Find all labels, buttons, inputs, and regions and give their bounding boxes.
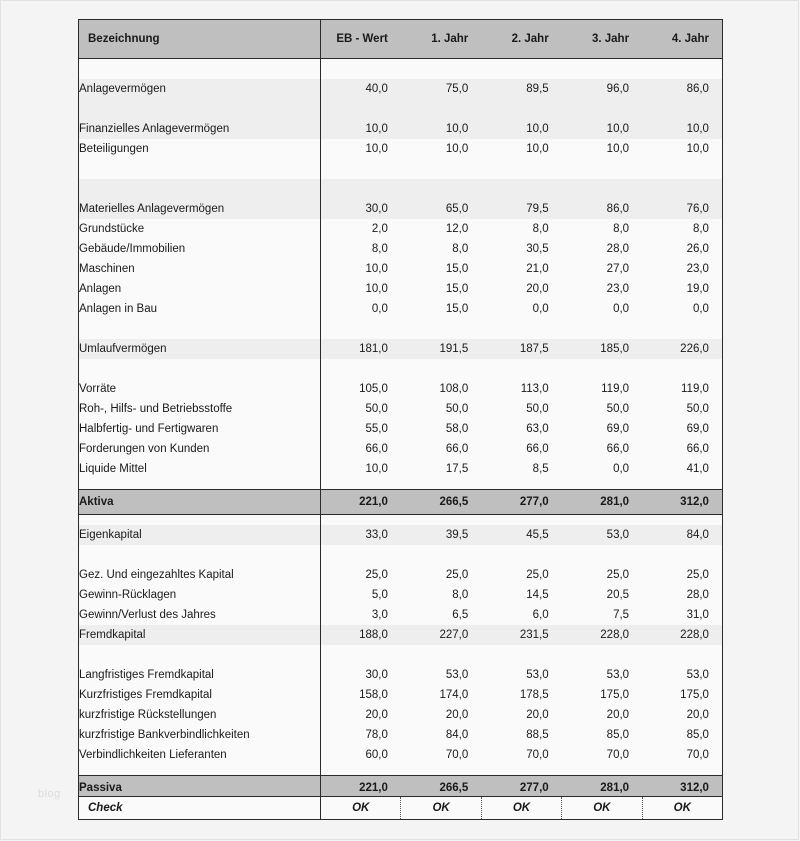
row-value: 281,0 [562, 490, 642, 515]
spacer-cell [642, 59, 722, 80]
row-value: 89,5 [481, 79, 561, 99]
row-value: 312,0 [642, 776, 722, 801]
table-row [79, 705, 723, 725]
row-label: Aktiva [79, 490, 321, 515]
table-row [79, 119, 723, 139]
row-value: 8,5 [481, 459, 561, 479]
row-value: 0,0 [562, 299, 642, 319]
spacer-cell [401, 59, 481, 80]
row-value: 0,0 [321, 299, 401, 319]
row-value: 70,0 [562, 745, 642, 765]
row-value: 65,0 [401, 199, 481, 219]
column-header-jahr-1: 1. Jahr [401, 20, 481, 59]
row-value: 50,0 [321, 399, 401, 419]
row-value: 41,0 [642, 459, 722, 479]
row-value: 228,0 [642, 625, 722, 645]
spacer-cell [481, 59, 561, 80]
spacer-cell [79, 59, 321, 80]
spacer-cell [562, 99, 642, 119]
table-body [79, 59, 723, 801]
row-value: 113,0 [481, 379, 561, 399]
row-value: 58,0 [401, 419, 481, 439]
table-spacer-row [79, 359, 723, 379]
row-value: 231,5 [481, 625, 561, 645]
row-value: 227,0 [401, 625, 481, 645]
spacer-cell [401, 645, 481, 665]
table-row [79, 199, 723, 219]
spacer-cell [562, 359, 642, 379]
row-label: Finanzielles Anlagevermögen [79, 119, 321, 139]
row-value: 266,5 [401, 776, 481, 801]
row-label: Materielles Anlagevermögen [79, 199, 321, 219]
spacer-cell [79, 159, 321, 179]
row-value: 63,0 [481, 419, 561, 439]
table-row [79, 79, 723, 99]
row-value: 187,5 [481, 339, 561, 359]
spacer-cell [481, 515, 561, 526]
row-value: 70,0 [401, 745, 481, 765]
row-value: 5,0 [321, 585, 401, 605]
row-label: Umlaufvermögen [79, 339, 321, 359]
spacer-cell [79, 179, 321, 199]
table-row [79, 725, 723, 745]
row-value: 17,5 [401, 459, 481, 479]
spacer-cell [481, 359, 561, 379]
row-value: 86,0 [562, 199, 642, 219]
table-spacer-row [79, 765, 723, 776]
row-value: 20,0 [562, 705, 642, 725]
spacer-cell [562, 479, 642, 490]
table-spacer-row [79, 159, 723, 179]
spacer-cell [481, 159, 561, 179]
row-value: 14,5 [481, 585, 561, 605]
row-value: 79,5 [481, 199, 561, 219]
row-label: Kurzfristiges Fremdkapital [79, 685, 321, 705]
spacer-cell [481, 765, 561, 776]
row-value: 86,0 [642, 79, 722, 99]
spacer-cell [321, 645, 401, 665]
row-value: 26,0 [642, 239, 722, 259]
row-value: 85,0 [562, 725, 642, 745]
spacer-cell [642, 645, 722, 665]
row-value: 25,0 [562, 565, 642, 585]
row-label: Halbfertig- und Fertigwaren [79, 419, 321, 439]
row-value: 226,0 [642, 339, 722, 359]
spacer-cell [642, 515, 722, 526]
spacer-cell [321, 159, 401, 179]
row-value: 10,0 [321, 259, 401, 279]
row-label: Gewinn/Verlust des Jahres [79, 605, 321, 625]
row-value: 66,0 [562, 439, 642, 459]
row-value: 3,0 [321, 605, 401, 625]
row-value: 6,5 [401, 605, 481, 625]
table-row [79, 139, 723, 159]
row-label: kurzfristige Rückstellungen [79, 705, 321, 725]
table-row [79, 259, 723, 279]
table-row [79, 379, 723, 399]
row-value: 50,0 [642, 399, 722, 419]
check-status-jahr-2: OK [481, 797, 561, 820]
spacer-cell [481, 179, 561, 199]
row-label: Eigenkapital [79, 525, 321, 545]
row-value: 8,0 [321, 239, 401, 259]
spacer-cell [562, 545, 642, 565]
row-value: 84,0 [401, 725, 481, 745]
row-label: Beteiligungen [79, 139, 321, 159]
spacer-cell [642, 179, 722, 199]
row-value: 25,0 [321, 565, 401, 585]
column-header-eb-wert: EB - Wert [321, 20, 401, 59]
row-value: 66,0 [642, 439, 722, 459]
row-value: 8,0 [481, 219, 561, 239]
spacer-cell [562, 179, 642, 199]
spacer-cell [401, 545, 481, 565]
row-value: 28,0 [562, 239, 642, 259]
row-value: 188,0 [321, 625, 401, 645]
row-label: Fremdkapital [79, 625, 321, 645]
row-label: Grundstücke [79, 219, 321, 239]
row-value: 75,0 [401, 79, 481, 99]
spacer-cell [79, 765, 321, 776]
check-table [78, 796, 723, 820]
spacer-cell [321, 765, 401, 776]
spacer-cell [562, 159, 642, 179]
row-value: 10,0 [401, 119, 481, 139]
header-row [79, 20, 723, 59]
row-value: 33,0 [321, 525, 401, 545]
spacer-cell [79, 545, 321, 565]
row-value: 20,0 [481, 279, 561, 299]
table-row [79, 625, 723, 645]
row-value: 178,5 [481, 685, 561, 705]
row-value: 277,0 [481, 776, 561, 801]
table-spacer-row [79, 545, 723, 565]
table-row [79, 339, 723, 359]
row-value: 21,0 [481, 259, 561, 279]
check-status-jahr-1: OK [401, 797, 481, 820]
spacer-cell [562, 319, 642, 339]
column-header-jahr-3: 3. Jahr [562, 20, 642, 59]
table-row [79, 399, 723, 419]
row-value: 119,0 [642, 379, 722, 399]
row-value: 23,0 [562, 279, 642, 299]
row-value: 70,0 [481, 745, 561, 765]
row-value: 10,0 [642, 119, 722, 139]
spacer-cell [321, 319, 401, 339]
row-value: 25,0 [401, 565, 481, 585]
spacer-cell [79, 359, 321, 379]
row-value: 175,0 [562, 685, 642, 705]
row-value: 84,0 [642, 525, 722, 545]
row-label: Gewinn-Rücklagen [79, 585, 321, 605]
row-value: 53,0 [562, 525, 642, 545]
table-row [79, 565, 723, 585]
spacer-cell [562, 59, 642, 80]
row-value: 50,0 [562, 399, 642, 419]
balance-sheet-table [78, 19, 723, 801]
spacer-cell [401, 159, 481, 179]
spacer-cell [642, 99, 722, 119]
spacer-cell [642, 319, 722, 339]
spacer-cell [321, 479, 401, 490]
table-spacer-row [79, 179, 723, 199]
spacer-cell [562, 645, 642, 665]
row-value: 78,0 [321, 725, 401, 745]
row-value: 60,0 [321, 745, 401, 765]
row-value: 31,0 [642, 605, 722, 625]
table-row [79, 279, 723, 299]
row-label: Maschinen [79, 259, 321, 279]
row-value: 19,0 [642, 279, 722, 299]
column-header-jahr-4: 4. Jahr [642, 20, 722, 59]
row-value: 53,0 [401, 665, 481, 685]
row-value: 25,0 [481, 565, 561, 585]
row-value: 228,0 [562, 625, 642, 645]
row-value: 119,0 [562, 379, 642, 399]
row-value: 15,0 [401, 279, 481, 299]
spacer-cell [79, 515, 321, 526]
row-value: 20,5 [562, 585, 642, 605]
row-value: 50,0 [481, 399, 561, 419]
row-value: 53,0 [562, 665, 642, 685]
row-value: 8,0 [562, 219, 642, 239]
row-value: 277,0 [481, 490, 561, 515]
row-value: 221,0 [321, 776, 401, 801]
spacer-cell [321, 515, 401, 526]
table-header [79, 20, 723, 59]
row-value: 69,0 [562, 419, 642, 439]
table-row [79, 219, 723, 239]
row-value: 10,0 [321, 279, 401, 299]
table-row [79, 419, 723, 439]
row-value: 66,0 [321, 439, 401, 459]
row-value: 15,0 [401, 299, 481, 319]
check-status-jahr-3: OK [562, 797, 642, 820]
spacer-cell [481, 645, 561, 665]
row-value: 30,0 [321, 199, 401, 219]
spacer-cell [79, 319, 321, 339]
spacer-cell [321, 359, 401, 379]
row-value: 10,0 [321, 459, 401, 479]
table-row [79, 459, 723, 479]
row-label: Anlagen in Bau [79, 299, 321, 319]
row-value: 20,0 [401, 705, 481, 725]
row-value: 0,0 [642, 299, 722, 319]
column-header-bezeichnung: Bezeichnung [79, 20, 321, 59]
spacer-cell [321, 99, 401, 119]
row-value: 53,0 [481, 665, 561, 685]
row-value: 10,0 [401, 139, 481, 159]
row-value: 105,0 [321, 379, 401, 399]
row-label: Roh-, Hilfs- und Betriebsstoffe [79, 399, 321, 419]
table-row [79, 745, 723, 765]
table-row [79, 525, 723, 545]
row-value: 12,0 [401, 219, 481, 239]
row-value: 10,0 [642, 139, 722, 159]
spacer-cell [481, 319, 561, 339]
table-row [79, 239, 723, 259]
row-value: 28,0 [642, 585, 722, 605]
check-status-jahr-4: OK [642, 797, 722, 820]
row-label: kurzfristige Bankverbindlichkeiten [79, 725, 321, 745]
row-value: 10,0 [562, 119, 642, 139]
row-label: Anlagen [79, 279, 321, 299]
row-value: 6,0 [481, 605, 561, 625]
table-row [79, 299, 723, 319]
row-value: 175,0 [642, 685, 722, 705]
row-value: 10,0 [481, 119, 561, 139]
spacer-cell [642, 159, 722, 179]
row-value: 27,0 [562, 259, 642, 279]
table-total-row [79, 490, 723, 515]
row-value: 312,0 [642, 490, 722, 515]
check-row [79, 797, 723, 820]
row-value: 10,0 [321, 139, 401, 159]
row-value: 53,0 [642, 665, 722, 685]
table-spacer-row [79, 645, 723, 665]
row-value: 50,0 [401, 399, 481, 419]
row-label: Langfristiges Fremdkapital [79, 665, 321, 685]
spacer-cell [562, 515, 642, 526]
row-value: 76,0 [642, 199, 722, 219]
row-value: 88,5 [481, 725, 561, 745]
row-value: 221,0 [321, 490, 401, 515]
row-label: Gebäude/Immobilien [79, 239, 321, 259]
row-value: 30,5 [481, 239, 561, 259]
spacer-cell [79, 479, 321, 490]
row-label: Gez. Und eingezahltes Kapital [79, 565, 321, 585]
row-label: Vorräte [79, 379, 321, 399]
spacer-cell [401, 515, 481, 526]
spacer-cell [642, 479, 722, 490]
spacer-cell [401, 359, 481, 379]
row-value: 108,0 [401, 379, 481, 399]
row-label: Verbindlichkeiten Lieferanten [79, 745, 321, 765]
row-value: 20,0 [321, 705, 401, 725]
row-value: 96,0 [562, 79, 642, 99]
table-row [79, 585, 723, 605]
row-value: 39,5 [401, 525, 481, 545]
row-value: 66,0 [401, 439, 481, 459]
row-value: 45,5 [481, 525, 561, 545]
row-value: 158,0 [321, 685, 401, 705]
table-spacer-row [79, 319, 723, 339]
spacer-cell [481, 545, 561, 565]
spacer-cell [321, 179, 401, 199]
blog-watermark: blog [38, 788, 61, 800]
spacer-cell [481, 479, 561, 490]
row-value: 185,0 [562, 339, 642, 359]
table-spacer-row [79, 99, 723, 119]
row-value: 8,0 [401, 585, 481, 605]
row-value: 40,0 [321, 79, 401, 99]
row-value: 0,0 [481, 299, 561, 319]
spacer-cell [401, 179, 481, 199]
spacer-cell [79, 99, 321, 119]
row-value: 20,0 [642, 705, 722, 725]
row-value: 181,0 [321, 339, 401, 359]
table-spacer-row [79, 515, 723, 526]
row-value: 69,0 [642, 419, 722, 439]
row-value: 55,0 [321, 419, 401, 439]
column-header-jahr-2: 2. Jahr [481, 20, 561, 59]
row-value: 8,0 [401, 239, 481, 259]
row-value: 0,0 [562, 459, 642, 479]
row-label: Passiva [79, 776, 321, 801]
row-value: 8,0 [642, 219, 722, 239]
table-row [79, 439, 723, 459]
row-value: 85,0 [642, 725, 722, 745]
table-row [79, 685, 723, 705]
check-status-eb-wert: OK [321, 797, 401, 820]
spacer-cell [401, 765, 481, 776]
spacer-cell [642, 359, 722, 379]
row-value: 20,0 [481, 705, 561, 725]
row-value: 23,0 [642, 259, 722, 279]
spacer-cell [321, 59, 401, 80]
row-value: 266,5 [401, 490, 481, 515]
row-value: 66,0 [481, 439, 561, 459]
spacer-cell [321, 545, 401, 565]
table-spacer-row [79, 479, 723, 490]
row-value: 10,0 [562, 139, 642, 159]
spacer-cell [79, 645, 321, 665]
row-label: Forderungen von Kunden [79, 439, 321, 459]
row-label: Anlagevermögen [79, 79, 321, 99]
row-value: 30,0 [321, 665, 401, 685]
table-row [79, 665, 723, 685]
row-value: 2,0 [321, 219, 401, 239]
row-value: 10,0 [321, 119, 401, 139]
row-value: 281,0 [562, 776, 642, 801]
row-value: 15,0 [401, 259, 481, 279]
row-value: 25,0 [642, 565, 722, 585]
check-label: Check [79, 797, 321, 820]
spacer-cell [481, 99, 561, 119]
spacer-cell [401, 319, 481, 339]
spacer-cell [642, 545, 722, 565]
spacer-cell [401, 99, 481, 119]
row-label: Liquide Mittel [79, 459, 321, 479]
spacer-cell [642, 765, 722, 776]
row-value: 7,5 [562, 605, 642, 625]
row-value: 10,0 [481, 139, 561, 159]
table-spacer-row [79, 59, 723, 80]
row-value: 191,5 [401, 339, 481, 359]
row-value: 174,0 [401, 685, 481, 705]
spacer-cell [562, 765, 642, 776]
row-value: 70,0 [642, 745, 722, 765]
spacer-cell [401, 479, 481, 490]
table-row [79, 605, 723, 625]
